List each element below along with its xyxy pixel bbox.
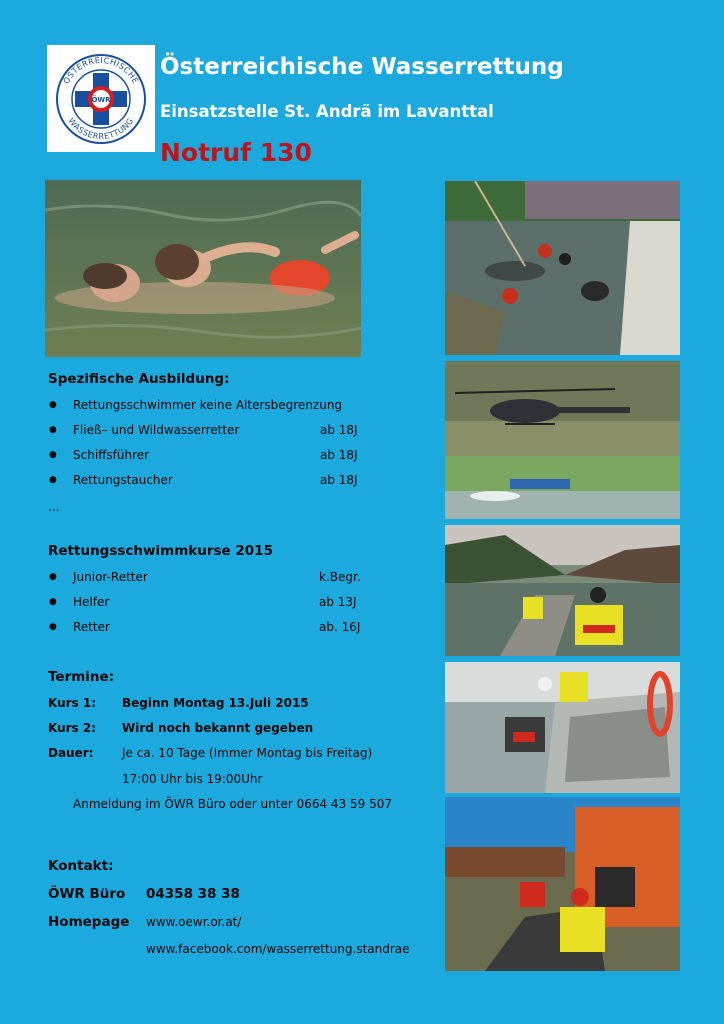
photo-flood-rescue — [445, 797, 680, 971]
course-time: 17:00 Uhr bis 19:00Uhr — [122, 772, 263, 786]
bullet-icon: ● — [49, 597, 57, 607]
kurs1-label: Kurs 1: — [48, 696, 97, 710]
page-subtitle: Einsatzstelle St. Andrä im Lavanttal — [160, 102, 494, 121]
page-title: Österreichische Wasserrettung — [160, 54, 564, 80]
duration-value: Je ca. 10 Tage (Immer Montag bis Freitag) — [122, 746, 373, 760]
list-item — [49, 595, 379, 615]
kurs2-value: Wird noch bekannt gegeben — [122, 721, 314, 735]
contact-heading: Kontakt: — [48, 858, 114, 874]
office-label: ÖWR Büro — [48, 886, 126, 902]
homepage-label: Homepage — [48, 914, 130, 930]
bullet-icon: ● — [49, 400, 57, 410]
list-item-label: Helfer — [73, 595, 110, 609]
oewr-logo — [47, 45, 155, 152]
list-item-label: Fließ– und Wildwasserretter — [73, 423, 240, 437]
list-item-label: Schiffsführer — [73, 448, 150, 462]
list-item-age: ab 18J — [320, 423, 358, 437]
kurs2-label: Kurs 2: — [48, 721, 97, 735]
list-item — [49, 423, 379, 443]
courses-heading: Rettungsschwimmkurse 2015 — [48, 543, 273, 559]
list-item-age: ab 18J — [320, 448, 358, 462]
photo-boat-lake — [445, 525, 680, 656]
photo-river-recovery — [445, 181, 680, 355]
homepage-link[interactable]: www.oewr.or.at/ — [146, 915, 242, 929]
list-item-age: k.Begr. — [319, 570, 361, 584]
bullet-icon: ● — [49, 450, 57, 460]
training-ellipsis: ... — [48, 500, 60, 514]
oewr-emblem-icon — [47, 45, 155, 152]
list-item-age: ab 13J — [319, 595, 357, 609]
photo-helicopter-rescue — [445, 361, 680, 519]
bullet-icon: ● — [49, 622, 57, 632]
list-item-label: Junior-Retter — [73, 570, 148, 584]
dates-heading: Termine: — [48, 669, 115, 685]
emergency-number: Notruf 130 — [160, 138, 312, 167]
list-item — [49, 398, 379, 418]
list-item-label: Retter — [73, 620, 110, 634]
office-phone[interactable]: 04358 38 38 — [146, 886, 240, 902]
logo-center-text: ÖWR — [91, 96, 111, 104]
list-item — [49, 570, 379, 590]
list-item — [49, 473, 379, 493]
list-item — [49, 448, 379, 468]
facebook-link[interactable]: www.facebook.com/wasserrettung.standrae — [146, 942, 410, 956]
logo-bottom-text: WASSERRETTUNG — [66, 116, 136, 142]
list-item-label: Rettungstaucher — [73, 473, 173, 487]
training-heading: Spezifische Ausbildung: — [48, 371, 230, 387]
kurs1-value: Beginn Montag 13.Juli 2015 — [122, 696, 309, 710]
list-item-label: Rettungsschwimmer keine Altersbegrenzung — [73, 398, 343, 412]
bullet-icon: ● — [49, 425, 57, 435]
bullet-icon: ● — [49, 572, 57, 582]
photo-rescue-swimmers — [45, 180, 361, 357]
bullet-icon: ● — [49, 475, 57, 485]
registration-text: Anmeldung im ÖWR Büro oder unter 0664 43 59 507 — [73, 797, 393, 811]
list-item-age: ab 18J — [320, 473, 358, 487]
duration-label: Dauer: — [48, 746, 94, 760]
list-item-age: ab. 16J — [319, 620, 361, 634]
logo-top-text: ÖSTERREICHISCHE — [61, 55, 141, 86]
list-item — [49, 620, 379, 640]
photo-boat-training — [445, 662, 680, 793]
